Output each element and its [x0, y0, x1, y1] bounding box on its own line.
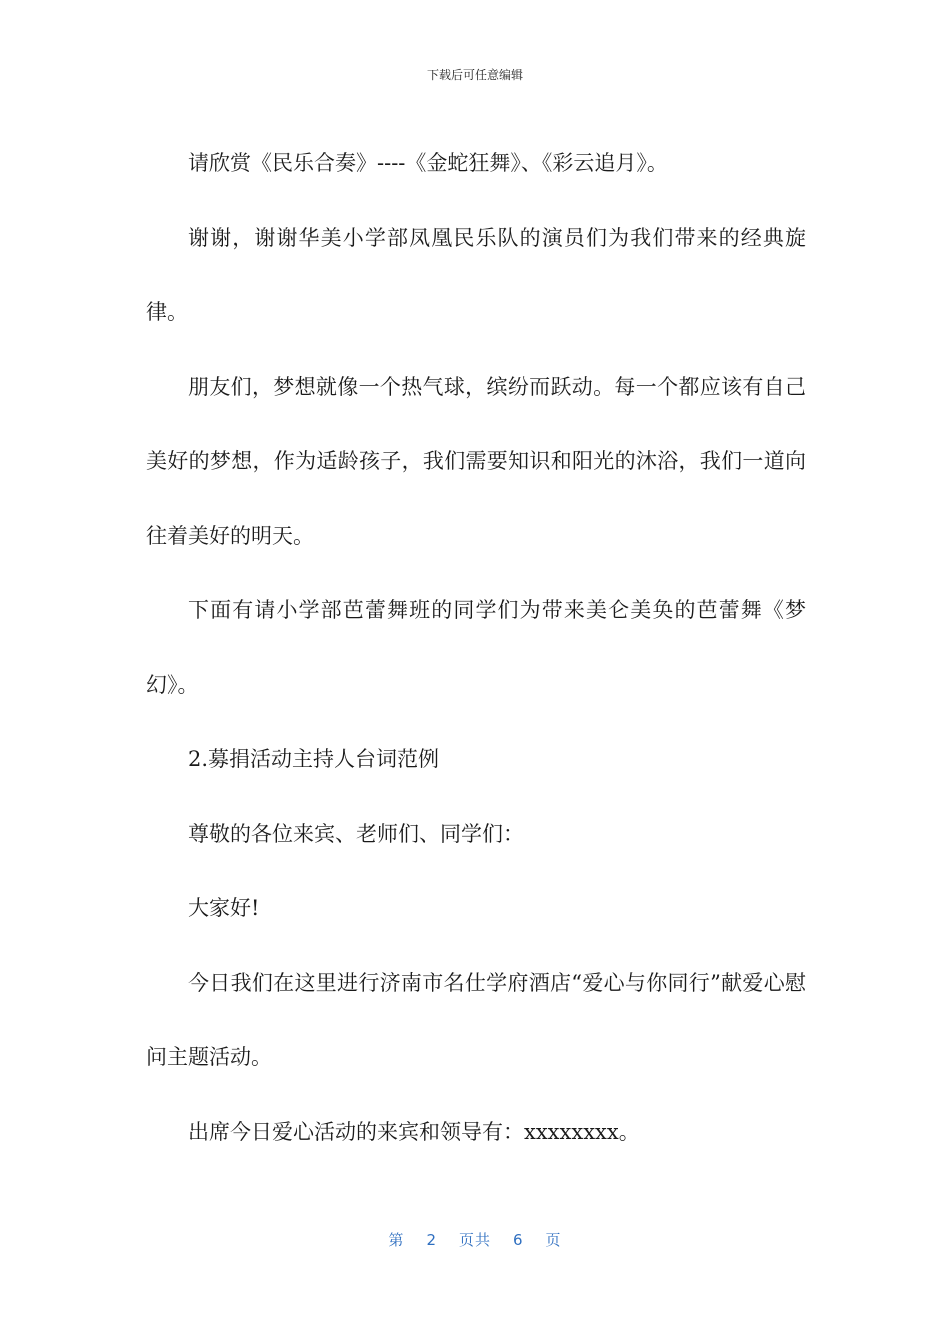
footer-prefix: 第	[388, 1231, 405, 1249]
footer-middle: 页共	[458, 1231, 491, 1249]
footer-suffix: 页	[545, 1231, 562, 1249]
paragraph-3: 朋友们，梦想就像一个热气球，缤纷而跃动。每一个都应该有自己美好的梦想，作为适龄孩子，我们需要知识和阳光的沐浴，我们一道向往着美好的明天。	[146, 374, 806, 548]
salutation: 尊敬的各位来宾、老师们、同学们：	[188, 821, 524, 846]
page-header: 下载后可任意编辑	[426, 68, 523, 82]
paragraph-1: 请欣赏《民乐合奏》----《金蛇狂舞》、《彩云追月》。	[188, 151, 668, 175]
greeting: 大家好!	[188, 896, 260, 920]
section-heading: 2.募捐活动主持人台词范例	[188, 747, 440, 771]
paragraph-8: 今日我们在这里进行济南市名仕学府酒店“爱心与你同行”献爱心慰问主题活动。	[146, 970, 806, 1069]
current-page-number: 2	[426, 1231, 437, 1249]
paragraph-2: 谢谢，谢谢华美小学部凤凰民乐队的演员们为我们带来的经典旋律。	[146, 225, 806, 324]
paragraph-9: 出席今日爱心活动的来宾和领导有：xxxxxxxx。	[188, 1119, 640, 1144]
page-footer	[0, 1229, 950, 1250]
document-body	[146, 126, 806, 1169]
paragraph-4: 下面有请小学部芭蕾舞班的同学们为带来美仑美奂的芭蕾舞《梦幻》。	[146, 598, 806, 697]
total-page-number: 6	[513, 1231, 524, 1249]
